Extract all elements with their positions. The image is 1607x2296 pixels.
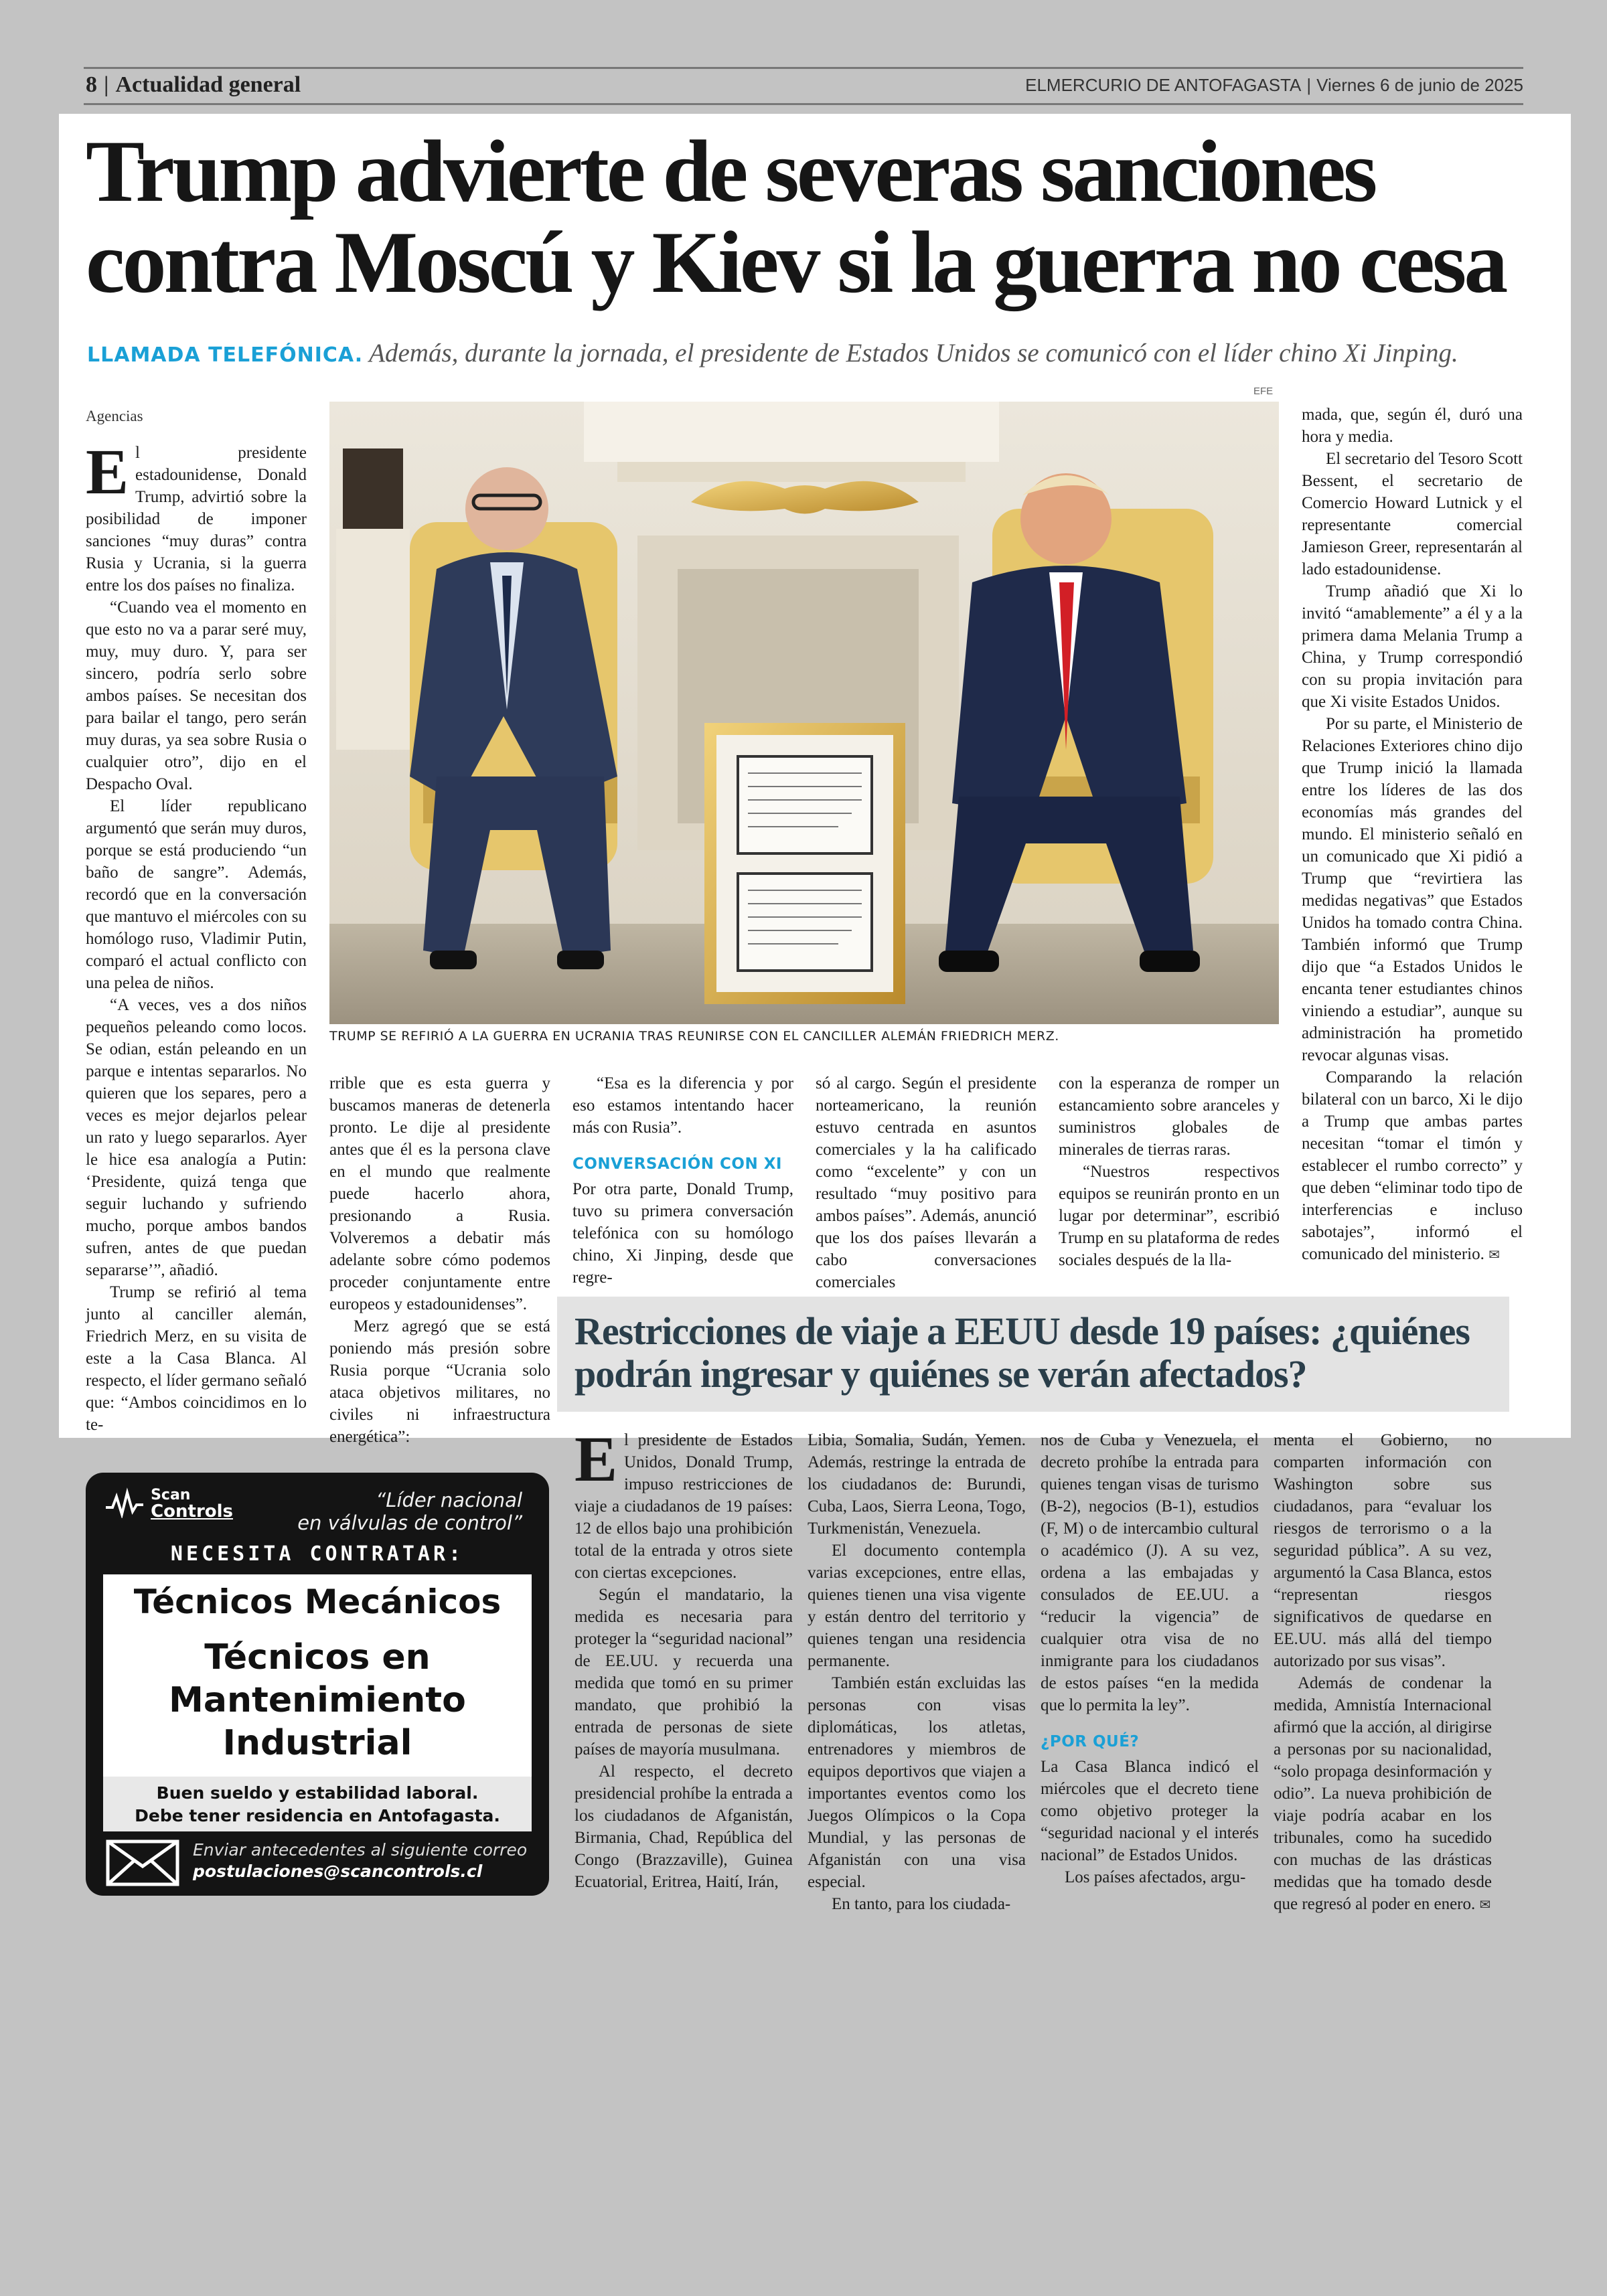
paper-info-separator: | [1306,74,1312,95]
story1-col2-p2: Merz agregó que se está poniendo más presión sobre Rusia porque “Ucrania solo ataca objetivos militares, no civiles ni infraestructura energética”: [329,1317,550,1446]
story1-column-3 [572,1072,793,1289]
story1-column-4 [816,1072,1037,1293]
story2-column-1 [575,1423,793,1893]
pulse-icon [104,1487,145,1518]
story2-col4-p2-text: Además de condenar la medida, Amnistía Internacional afirmó que la acción, al dirigirse a personas por su nacionalidad, “solo propaga desinformación y odio”. La nueva prohibición de viaje podría acabar en los tribunales, como ha sucedido con muchas de las drásticas medidas que ha tomado desde que regresó al poder en enero. [1274,1674,1492,1913]
subhead-por-que: ¿POR QUÉ? [1041,1733,1140,1750]
issue-date: Viernes 6 de junio de 2025 [1316,74,1523,95]
ad-contact-text: Enviar antecedentes al siguiente correo [193,1840,528,1860]
ad-jobs-box [103,1574,532,1789]
deck-kicker: LLAMADA TELEFÓNICA. [87,343,364,367]
story1-col4-p1: só al cargo. Según el presidente norteamericano, la reunión estuvo centrada en asuntos comerciales y la ha calificado como “excelente” y con un resultado “muy positivo para ambos países”. Además, anunció que los dos países llevarán a cabo conversaciones comerciales [816,1074,1037,1291]
paper-info [1025,70,1523,100]
story1-col6-p5-text: Comparando la relación bilateral con un barco, Xi le dijo a Trump que ambas partes necesitan “tomar el timón y establecer el rumbo correcto” y que deben “eliminar todo tipo de interferencias e incluso sabotajes”, informó el comunicado del ministerio. [1302,1068,1523,1263]
byline: Agencias [86,408,143,424]
main-headline [86,122,1525,311]
story1-col5-p2: “Nuestros respectivos equipos se reunirán pronto en un lugar por determinar”, escribió Trump en su plataforma de redes sociales después de la lla- [1059,1163,1280,1269]
story1-col2-p1: rrible que es esta guerra y buscamos maneras de detenerla pronto. Le dije al presidente antes que él es la persona clave en el mundo que realmente puede hacerlo ahora, presionando a Rusia. Volveremos a debatir más adelante sobre cómo podemos proceder conjuntamente entre europeos y estadounidenses”. [329,1074,550,1313]
story1-col6-p1: mada, que, según él, duró una hora y media. [1302,406,1523,446]
news-photo [329,402,1279,1024]
story1-column-2 [329,1072,550,1448]
benefit-2: Debe tener residencia en Antofagasta. [135,1806,500,1825]
envelope-icon [106,1839,179,1889]
scancontrols-logo [104,1486,233,1520]
story2-col2-p3: También están excluidas las personas con visas diplomáticas, los atletas, entrenadores y miembros de equipos deportivos que viajen a importantes eventos como los Juegos Olímpicos o la Copa Mundial, y las personas de Afganistán con una visa especial. [808,1674,1026,1891]
ad-email-link[interactable] [193,1861,527,1882]
ad-tagline-2: en válvulas de control” [297,1511,522,1534]
job-title-2-line-1: Técnicos en [204,1637,431,1677]
story2-col1-p1 [575,1423,793,1584]
story2-column-2 [808,1429,1026,1915]
job-title-2 [103,1636,532,1765]
folio-separator: | [104,72,109,97]
story2-col3-p3: Los países afectados, argu- [1065,1868,1246,1886]
story2-col1-p2: Según el mandatario, la medida es necesaria para proteger la “seguridad nacional” de EE.UU. y recuerda una medida que tomó en su primer mandato, que prohibió la entrada de personas de siete países de mayoría musulmana. [575,1586,793,1758]
ad-contact [193,1839,527,1882]
story2-dropcap: E [575,1423,618,1495]
story1-col1-p2: “Cuando vea el momento en que esto no va a parar seré muy, muy, muy duro. Y, para ser sincero, podría serlo sobre ambos países. Se necesitan dos para bailar el tango, pero serán muy duras, ya sea sobre Rusia o cualquier otro”, dijo en el Despacho Oval. [86,598,307,793]
oval-office-photo [329,402,1279,1024]
story2-headline: Restricciones de viaje a EEUU desde 19 países: ¿quiénes podrán ingresar y quiénes se verán afectados? [575,1309,1470,1396]
story1-col1-p5: Trump se refirió al tema junto al canciller alemán, Friedrich Merz, en su visita de este a la Casa Blanca. Al respecto, el líder germano señaló que: “Ambos coincidimos en lo te- [86,1283,307,1434]
story1-column-5 [1059,1072,1280,1271]
job-title-2-line-2: Mantenimiento [169,1680,466,1720]
photo-credit: EFE [1253,386,1274,397]
story1-col5-p1: con la esperanza de romper un estancamiento sobre aranceles y suministros globales de minerales de tierras raras. [1059,1074,1280,1159]
story2-col2-p1: Libia, Somalia, Sudán, Yemen. Además, restringe la entrada de los ciudadanos de: Burundi, Cuba, Laos, Sierra Leona, Togo, Turkmenistán, Venezuela. [808,1431,1026,1538]
story2-col1-p3: Al respecto, el decreto presidencial prohíbe la entrada a los ciudadanos de Afganistán, Birmania, Chad, República del Congo (Brazzaville), Guinea Ecuatorial, Eritrea, Haití, Irán, [575,1762,793,1891]
story1-col6-p3: Trump añadió que Xi lo invitó “amablemente” a él y a la primera dama Melania Trump a China, y Trump correspondió con su propia invitación para que Xi visite Estados Unidos. [1302,582,1523,711]
newspaper-name: ELMERCURIO DE ANTOFAGASTA [1025,74,1302,95]
deck-text: Además, durante la jornada, el presidente de Estados Unidos se comunicó con el líder chino Xi Jinping. [363,339,1458,367]
brand-top: Scan [151,1487,191,1503]
job-advertisement[interactable] [86,1473,549,1896]
story2-col2-p2: El documento contempla varias excepciones, entre ellas, quienes tienen una visa vigente y están dentro del territorio y quienes tengan una residencia permanente. [808,1542,1026,1670]
story2-column-4 [1274,1429,1492,1916]
folio [86,70,301,100]
story2-col3-p1: nos de Cuba y Venezuela, el decreto prohíbe la entrada para quienes tengan visas de turismo (B-2), negocios (B-1), estudios (F, M) o de intercambio cultural o académico (J). A su vez, ordena a las embajadas y consulados de EE.UU. a “reducir la vigencia” de cualquier otra visa de no inmigrante para los ciudadanos de estos países “en la medida que lo permita la ley”. [1041,1431,1259,1714]
story2-col3-p2: La Casa Blanca indicó el miércoles que el decreto tiene como objetivo proteger la “seguridad nacional y el interés nacional” de Estados Unidos. [1041,1758,1259,1864]
story2-column-3 [1041,1429,1259,1888]
end-mark-icon: ✉ [1488,1246,1500,1262]
job-title-1: Técnicos Mecánicos [133,1582,502,1621]
header-rule-bottom [84,103,1523,105]
benefit-1: Buen sueldo y estabilidad laboral. [156,1783,479,1803]
ad-email[interactable]: postulaciones@scancontrols.cl [193,1862,483,1881]
story1-col1-p3: El líder republicano argumentó que serán muy duros, porque se está produciendo “un baño de sangre”. Además, recordó que en la conversación que mantuvo el miércoles con su homólogo ruso, Vladimir Putin, comparó el actual conflicto con una pelea de niños. [86,797,307,992]
header-rule-top [84,67,1523,69]
story1-col3-p2: Por otra parte, Donald Trump, tuvo su primera conversación telefónica con su homólogo chino, Xi Jinping, desde que regre- [572,1180,793,1287]
headline-line-1: Trump advierte de severas sanciones [86,122,1375,220]
headline-line-2: contra Moscú y Kiev si la guerra no cesa [86,213,1506,311]
story1-col1-p1-text: l presidente estadounidense, Donald Trump, advirtió sobre la posibilidad de imponer sanciones “muy duras” contra Rusia y Ucrania, si la guerra entre los dos países no finaliza. [86,444,307,594]
story1-col6-p2: El secretario del Tesoro Scott Bessent, el secretario de Comercio Howard Lutnick y el representante comercial Jamieson Greer, representarán al lado estadounidense. [1302,450,1523,578]
section-name: Actualidad general [115,72,301,97]
ad-benefits [103,1777,532,1831]
story2-col4-p2 [1274,1672,1492,1916]
story1-col3-p1: “Esa es la diferencia y por eso estamos intentando hacer más con Rusia”. [572,1074,793,1137]
dropcap: E [86,436,129,507]
story1-col1-p1 [86,436,307,596]
deck [87,338,1527,368]
ad-tagline [297,1489,522,1534]
ad-hiring-label: NECESITA CONTRATAR: [170,1542,465,1566]
story1-col1-p4: “A veces, ves a dos niños pequeños peleando como locos. Se odian, están peleando en un parque e intentas separarlos. No quieren que los separes, pero a veces es mejor dejarlos pelear un rato y luego separarlos. Ayer le hice esa analogía a Putin: ‘Presidente, quizá tenga que seguir luchando y sufriendo mucho, porque ambos bandos sufren, antes de que puedan separarse’”, añadió. [86,996,307,1279]
photo-caption: TRUMP SE REFIRIÓ A LA GUERRA EN UCRANIA TRAS REUNIRSE CON EL CANCILLER ALEMÁN FRIEDRICH MERZ. [329,1029,1059,1044]
subhead-xi: CONVERSACIÓN CON XI [572,1155,782,1173]
story1-col6-p5 [1302,1066,1523,1266]
story2-col1-p1-text: l presidente de Estados Unidos, Donald Trump, impuso restricciones de viaje a ciudadanos de 19 países: 12 de ellos bajo una prohibición total de la entrada y otros siete con ciertas excepciones. [575,1431,793,1582]
end-mark-icon: ✉ [1479,1896,1491,1912]
brand-bottom: Controls [151,1501,234,1522]
story1-column-1 [86,405,307,1436]
story2-col4-p1: menta el Gobierno, no comparten información con Washington sobre sus ciudadanos, para “evaluar los riesgos de terrorismo o a la seguridad pública”. A su vez, argumentó la Casa Blanca, estos “representan riesgos significativos de quedarse en EE.UU. más allá del tiempo autorizado por sus visas”. [1274,1431,1492,1670]
story2-col2-p4: En tanto, para los ciudada- [832,1895,1011,1913]
story1-column-6 [1302,404,1523,1266]
job-title-2-line-3: Industrial [222,1723,412,1763]
ad-tagline-1: “Líder nacional [376,1489,522,1511]
story1-col6-p4: Por su parte, el Ministerio de Relaciones Exteriores chino dijo que Trump inició la llamada entre los líderes de las dos economías más grandes del mundo. El ministerio señaló en un comunicado que Xi pidió a Trump que “revirtiera las medidas negativas” que Estados Unidos ha tomado contra China. También informó que Trump dijo que “a Estados Unidos le encanta tener estudiantes chinos viniendo a estudiar”, aunque su administración ha prometido revocar algunas visas. [1302,715,1523,1064]
page-number: 8 [86,72,97,97]
